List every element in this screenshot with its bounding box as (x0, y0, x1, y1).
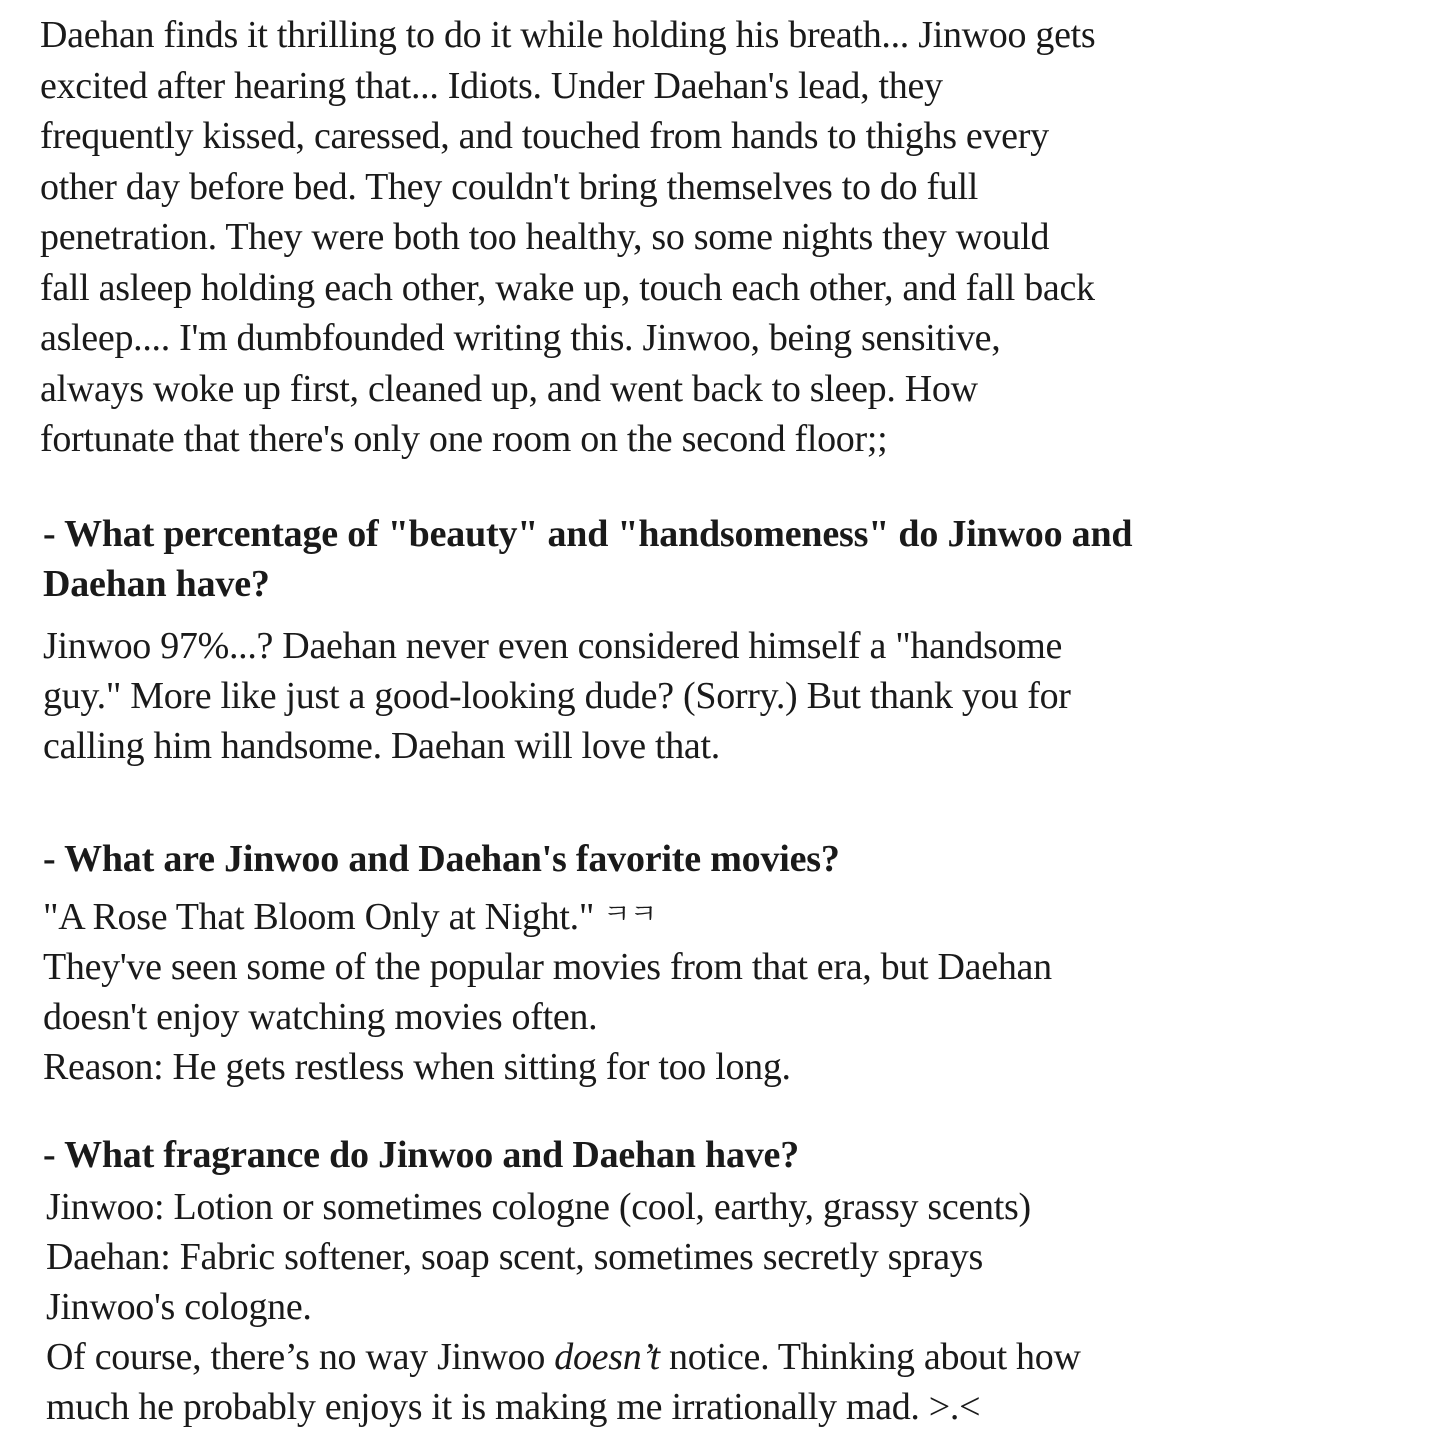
answer-line (43, 889, 1420, 942)
document-page (40, 10, 1420, 1432)
intro-line: penetration. They were both too healthy, so some nights they would (40, 216, 1050, 258)
intro-line: frequently kissed, caressed, and touched from hands to thighs every (40, 115, 1049, 157)
movie-title: "A Rose That Bloom Only at Night." (43, 895, 595, 938)
answer-line: calling him handsome. Daehan will love that. (43, 724, 720, 767)
answer-text (46, 1182, 1420, 1432)
answer-line (46, 1332, 1420, 1382)
question-heading (43, 509, 1420, 609)
qa-beauty (43, 509, 1420, 771)
intro-line: fortunate that there's only one room on the second floor;; (40, 418, 888, 460)
emphasis-text: doesn’t (554, 1335, 660, 1378)
question-line: - What fragrance do Jinwoo and Daehan have? (43, 1133, 800, 1176)
question-heading (43, 1130, 1420, 1180)
answer-line: They've seen some of the popular movies from that era, but Daehan (43, 945, 1052, 988)
answer-line: Jinwoo 97%...? Daehan never even considered himself a "handsome (43, 624, 1063, 667)
question-line: Daehan have? (43, 562, 270, 605)
answer-segment: Of course, there’s no way Jinwoo (46, 1335, 555, 1378)
answer-line: Daehan: Fabric softener, soap scent, sometimes secretly sprays (46, 1235, 983, 1278)
question-heading (43, 834, 1420, 884)
intro-line: always woke up first, cleaned up, and went back to sleep. How (40, 367, 978, 410)
intro-paragraph (40, 10, 1420, 465)
answer-line: Jinwoo's cologne. (46, 1285, 312, 1328)
answer-segment: notice. Thinking about how (659, 1335, 1081, 1378)
question-line: - What are Jinwoo and Daehan's favorite movies? (43, 837, 840, 880)
answer-line: guy." More like just a good-looking dude? (Sorry.) But thank you for (43, 674, 1071, 717)
qa-fragrance (43, 1130, 1420, 1432)
laugh-text: ㅋㅋ (603, 896, 657, 930)
answer-text (43, 621, 1420, 771)
intro-line: Daehan finds it thrilling to do it while holding his breath... Jinwoo gets (40, 14, 1096, 56)
qa-movies (43, 834, 1420, 1092)
question-line: - What percentage of "beauty" and "handsomeness" do Jinwoo and (43, 512, 1133, 555)
intro-line: fall asleep holding each other, wake up, touch each other, and fall back (40, 266, 1095, 309)
answer-line: doesn't enjoy watching movies often. (43, 995, 598, 1038)
answer-line: much he probably enjoys it is making me irrationally mad. >.< (46, 1385, 981, 1428)
answer-line: Reason: He gets restless when sitting for too long. (43, 1045, 791, 1088)
intro-line: excited after hearing that... Idiots. Under Daehan's lead, they (40, 64, 943, 107)
answer-text (43, 889, 1420, 1092)
intro-line: other day before bed. They couldn't bring themselves to do full (40, 165, 979, 208)
intro-line: asleep.... I'm dumbfounded writing this. Jinwoo, being sensitive, (40, 317, 1001, 359)
answer-line: Jinwoo: Lotion or sometimes cologne (cool, earthy, grassy scents) (46, 1185, 1031, 1228)
